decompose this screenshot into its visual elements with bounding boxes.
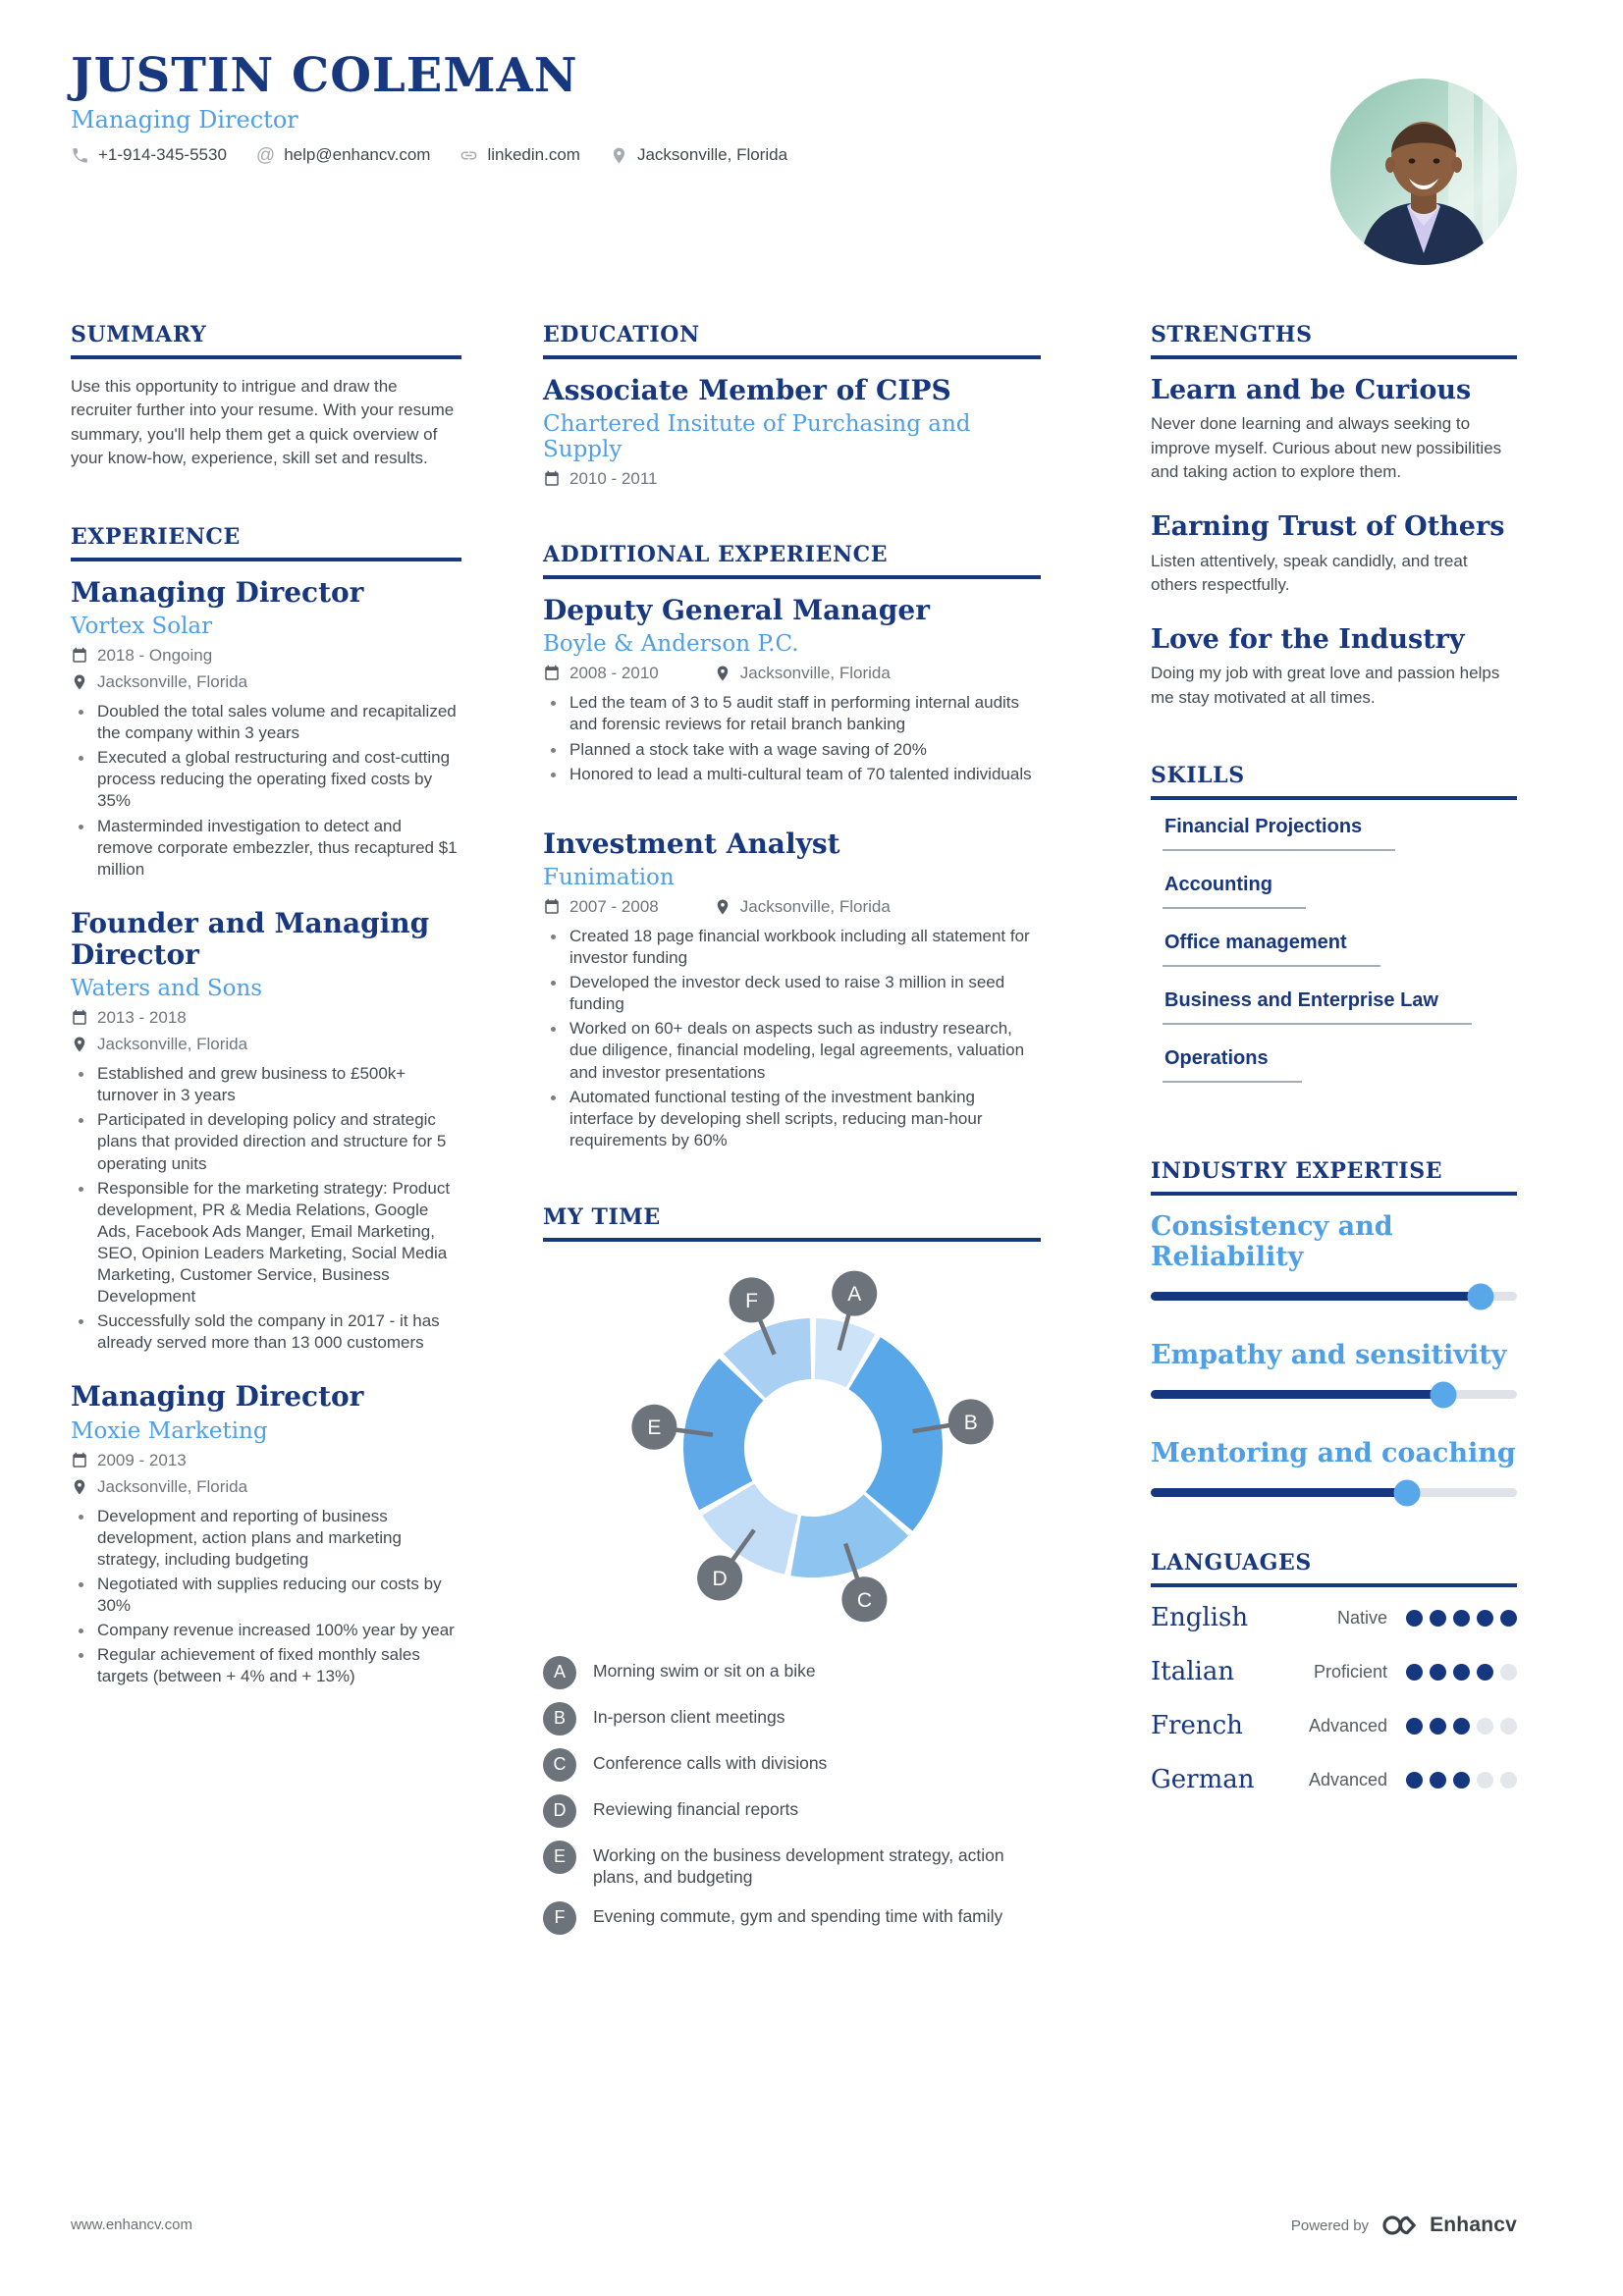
location-pin-icon bbox=[71, 1478, 88, 1496]
bullet-item: Executed a global restructuring and cost-cutting process reducing the operating fixed costs by 35% bbox=[71, 747, 461, 812]
education-section bbox=[543, 322, 1041, 489]
legend-row bbox=[543, 1702, 1041, 1735]
language-row bbox=[1151, 1711, 1517, 1740]
location-pin-icon bbox=[71, 673, 88, 691]
bullet-item: Honored to lead a multi-cultural team of 70 talented individuals bbox=[543, 764, 1041, 785]
language-level: Advanced bbox=[1308, 1715, 1387, 1735]
dot-empty bbox=[1477, 1772, 1493, 1789]
bullet-item: Developed the investor deck used to raise 3 million in seed funding bbox=[543, 972, 1041, 1015]
calendar-icon bbox=[71, 647, 88, 665]
expertise-label: Consistency and Reliability bbox=[1151, 1211, 1393, 1273]
enhancv-logo-icon bbox=[1381, 2211, 1417, 2240]
footer-brand bbox=[1291, 2211, 1517, 2240]
dot-empty bbox=[1500, 1664, 1517, 1681]
expertise-label: Empathy and sensitivity bbox=[1151, 1340, 1507, 1371]
legend-row bbox=[543, 1901, 1041, 1935]
dot-filled bbox=[1477, 1664, 1493, 1681]
language-name: French bbox=[1151, 1711, 1243, 1741]
expertise-item bbox=[1151, 1340, 1517, 1399]
experience-section bbox=[71, 524, 461, 1687]
expertise-label: Mentoring and coaching bbox=[1151, 1438, 1516, 1469]
calendar-icon bbox=[543, 665, 561, 682]
left-column bbox=[71, 322, 461, 1740]
svg-text:D: D bbox=[712, 1567, 728, 1590]
job-title: Managing Director bbox=[71, 1380, 364, 1414]
languages-heading: LANGUAGES bbox=[1151, 1550, 1517, 1587]
language-dots bbox=[1406, 1772, 1517, 1789]
strength-item bbox=[1151, 375, 1517, 484]
dot-filled bbox=[1453, 1610, 1470, 1627]
expertise-item bbox=[1151, 1438, 1517, 1497]
legend-letter-badge: E bbox=[543, 1841, 576, 1874]
email-contact[interactable] bbox=[256, 145, 431, 165]
job-meta-row bbox=[543, 664, 1041, 683]
header bbox=[71, 48, 1249, 166]
calendar-icon bbox=[71, 1452, 88, 1469]
bullet-item: Responsible for the marketing strategy: Product development, PR & Media Relations, Google Ads, Facebook Ads Manger, Email Marketing, SEO, Opinion Leaders Marketing, Social Media Marketing, Customer Service, Business Development bbox=[71, 1178, 461, 1308]
language-row bbox=[1151, 1765, 1517, 1794]
job-dates: 2007 - 2008 bbox=[543, 897, 659, 917]
my-time-heading: MY TIME bbox=[543, 1204, 1041, 1242]
job-location: Jacksonville, Florida bbox=[71, 672, 461, 692]
profile-photo bbox=[1330, 79, 1517, 265]
calendar-icon bbox=[543, 898, 561, 916]
expertise-item bbox=[1151, 1211, 1517, 1301]
dot-filled bbox=[1453, 1664, 1470, 1681]
my-time-legend bbox=[543, 1656, 1041, 1935]
job-bullets bbox=[543, 926, 1041, 1151]
school-name: Chartered Insitute of Purchasing and Supply bbox=[543, 411, 971, 463]
person-name: JUSTIN COLEMAN bbox=[71, 48, 578, 103]
slider-knob[interactable] bbox=[1467, 1283, 1493, 1309]
bullet-item: Participated in developing policy and strategic plans that provided direction and structure for 5 operating units bbox=[71, 1109, 461, 1174]
right-column bbox=[1151, 322, 1517, 1847]
job-dates: 2008 - 2010 bbox=[543, 664, 659, 683]
legend-letter-badge: A bbox=[543, 1656, 576, 1689]
language-dots bbox=[1406, 1664, 1517, 1681]
language-row bbox=[1151, 1657, 1517, 1686]
job-bullets bbox=[71, 1063, 461, 1354]
svg-text:F: F bbox=[745, 1289, 759, 1312]
email-address[interactable]: help@enhancv.com bbox=[284, 145, 431, 165]
job-title: Investment Analyst bbox=[543, 827, 840, 860]
location-text: Jacksonville, Florida bbox=[636, 145, 788, 165]
job-entry bbox=[71, 577, 461, 881]
dot-empty bbox=[1500, 1718, 1517, 1735]
strength-text: Doing my job with great love and passion helps me stay motivated at all times. bbox=[1151, 664, 1500, 707]
dot-filled bbox=[1477, 1610, 1493, 1627]
location-pin-icon bbox=[71, 1036, 88, 1053]
dot-filled bbox=[1453, 1772, 1470, 1789]
strength-title: Love for the Industry bbox=[1151, 624, 1465, 656]
middle-column bbox=[543, 322, 1041, 1988]
industry-expertise-section bbox=[1151, 1158, 1517, 1497]
strength-title: Earning Trust of Others bbox=[1151, 511, 1505, 543]
expertise-slider[interactable] bbox=[1151, 1488, 1517, 1497]
summary-section bbox=[71, 322, 461, 471]
legend-text: Conference calls with divisions bbox=[593, 1752, 828, 1773]
language-name: Italian bbox=[1151, 1657, 1235, 1687]
link-icon bbox=[460, 146, 478, 165]
slider-fill bbox=[1151, 1292, 1481, 1301]
strength-item bbox=[1151, 511, 1517, 597]
legend-text: Reviewing financial reports bbox=[593, 1798, 799, 1819]
degree-title: Associate Member of CIPS bbox=[543, 374, 951, 406]
strength-item bbox=[1151, 624, 1517, 710]
dot-filled bbox=[1453, 1718, 1470, 1735]
skill-item: Business and Enterprise Law bbox=[1163, 989, 1472, 1025]
job-location: Jacksonville, Florida bbox=[714, 897, 891, 917]
phone-icon bbox=[71, 146, 89, 165]
bullet-item: Planned a stock take with a wage saving of 20% bbox=[543, 739, 1041, 761]
legend-letter-badge: F bbox=[543, 1901, 576, 1935]
dot-filled bbox=[1430, 1718, 1446, 1735]
legend-text: Evening commute, gym and spending time with family bbox=[593, 1905, 1003, 1926]
bullet-item: Worked on 60+ deals on aspects such as industry research, due diligence, financial modeling, legal agreements, valuation and investor presentations bbox=[543, 1018, 1041, 1083]
job-entry bbox=[71, 908, 461, 1355]
job-location: Jacksonville, Florida bbox=[714, 664, 891, 683]
legend-text: In-person client meetings bbox=[593, 1706, 785, 1727]
svg-text:A: A bbox=[847, 1282, 862, 1306]
dot-filled bbox=[1430, 1610, 1446, 1627]
skill-item: Operations bbox=[1163, 1047, 1302, 1083]
contact-row bbox=[71, 145, 1249, 165]
skill-item: Office management bbox=[1163, 932, 1380, 967]
expertise-slider[interactable] bbox=[1151, 1390, 1517, 1399]
job-entry bbox=[543, 595, 1041, 785]
dot-filled bbox=[1406, 1664, 1423, 1681]
bullet-item: Led the team of 3 to 5 audit staff in performing internal audits and forensic reviews for retail branch banking bbox=[543, 692, 1041, 735]
bullet-item: Company revenue increased 100% year by year bbox=[71, 1620, 461, 1641]
job-location: Jacksonville, Florida bbox=[71, 1477, 461, 1497]
job-entry bbox=[543, 828, 1041, 1151]
skill-item: Accounting bbox=[1163, 874, 1306, 909]
language-level: Advanced bbox=[1308, 1769, 1387, 1789]
language-name: German bbox=[1151, 1765, 1255, 1795]
bullet-item: Successfully sold the company in 2017 - it has already served more than 13 000 customers bbox=[71, 1310, 461, 1354]
job-bullets bbox=[71, 701, 461, 881]
additional-experience-heading: ADDITIONAL EXPERIENCE bbox=[543, 542, 1041, 579]
bullet-item: Negotiated with supplies reducing our costs by 30% bbox=[71, 1574, 461, 1617]
my-time-section bbox=[543, 1204, 1041, 1935]
job-entry bbox=[71, 1381, 461, 1687]
legend-text: Working on the business development strategy, action plans, and budgeting bbox=[593, 1844, 1004, 1888]
job-title: Founder and Managing Director bbox=[71, 906, 430, 971]
job-dates: 2009 - 2013 bbox=[71, 1451, 461, 1470]
svg-text:C: C bbox=[856, 1588, 872, 1612]
powered-by-text: Powered by bbox=[1290, 2216, 1370, 2234]
strengths-heading: STRENGTHS bbox=[1151, 322, 1517, 359]
email-icon: @ bbox=[255, 144, 276, 166]
strength-text: Listen attentively, speak candidly, and treat others respectfully. bbox=[1151, 551, 1468, 594]
strength-title: Learn and be Curious bbox=[1151, 375, 1472, 405]
slider-knob[interactable] bbox=[1431, 1381, 1457, 1408]
language-level: Native bbox=[1336, 1607, 1387, 1628]
legend-row bbox=[543, 1656, 1041, 1689]
skills-section bbox=[1151, 763, 1517, 1105]
bullet-item: Established and grew business to £500k+ turnover in 3 years bbox=[71, 1063, 461, 1106]
language-dots bbox=[1406, 1610, 1517, 1627]
link-text[interactable]: linkedin.com bbox=[487, 145, 580, 165]
skills-heading: SKILLS bbox=[1151, 763, 1517, 800]
slider-fill bbox=[1151, 1390, 1443, 1399]
strengths-section bbox=[1151, 322, 1517, 710]
legend-text: Morning swim or sit on a bike bbox=[593, 1660, 816, 1681]
person-job-title: Managing Director bbox=[71, 106, 298, 134]
summary-heading: SUMMARY bbox=[71, 322, 461, 359]
slider-knob[interactable] bbox=[1394, 1479, 1421, 1506]
job-dates: 2018 - Ongoing bbox=[71, 646, 461, 666]
dot-filled bbox=[1500, 1610, 1517, 1627]
bullet-item: Masterminded investigation to detect and remove corporate embezzler, thus recaptured $1 million bbox=[71, 816, 461, 881]
job-title: Deputy General Manager bbox=[543, 594, 930, 627]
dot-empty bbox=[1500, 1772, 1517, 1789]
job-dates: 2013 - 2018 bbox=[71, 1008, 461, 1028]
industry-expertise-heading: INDUSTRY EXPERTISE bbox=[1151, 1158, 1517, 1196]
job-company: Waters and Sons bbox=[71, 976, 263, 1002]
location-pin-icon bbox=[714, 898, 731, 916]
legend-letter-badge: B bbox=[543, 1702, 576, 1735]
job-company: Funimation bbox=[543, 864, 675, 890]
languages-section bbox=[1151, 1550, 1517, 1794]
language-level: Proficient bbox=[1313, 1661, 1387, 1682]
skill-item: Financial Projections bbox=[1163, 816, 1395, 851]
bullet-item: Created 18 page financial workbook including all statement for investor funding bbox=[543, 926, 1041, 969]
dot-filled bbox=[1430, 1772, 1446, 1789]
bullet-item: Doubled the total sales volume and recapitalized the company within 3 years bbox=[71, 701, 461, 744]
strength-text: Never done learning and always seeking to improve myself. Curious about new possibilities and taking action to explore them. bbox=[1151, 414, 1502, 481]
education-dates: 2010 - 2011 bbox=[543, 469, 1041, 489]
dot-filled bbox=[1406, 1772, 1423, 1789]
legend-letter-badge: D bbox=[543, 1794, 576, 1828]
legend-letter-badge: C bbox=[543, 1748, 576, 1782]
job-company: Moxie Marketing bbox=[71, 1417, 268, 1444]
dot-filled bbox=[1406, 1610, 1423, 1627]
phone-number: +1-914-345-5530 bbox=[98, 145, 227, 165]
calendar-icon bbox=[543, 470, 561, 488]
slider-fill bbox=[1151, 1488, 1407, 1497]
bullet-item: Automated functional testing of the investment banking interface by developing shell scripts, reducing man-hour requirements by 60% bbox=[543, 1087, 1041, 1151]
language-row bbox=[1151, 1603, 1517, 1632]
dot-filled bbox=[1430, 1664, 1446, 1681]
education-heading: EDUCATION bbox=[543, 322, 1041, 359]
calendar-icon bbox=[71, 1009, 88, 1027]
legend-row bbox=[543, 1748, 1041, 1782]
summary-text: Use this opportunity to intrigue and draw the recruiter further into your resume. With your resume summary, you'll help them get a quick overview of your know-how, experience, skill set and results. bbox=[71, 377, 455, 468]
link-contact[interactable] bbox=[460, 145, 580, 165]
job-bullets bbox=[71, 1506, 461, 1688]
language-name: English bbox=[1151, 1603, 1249, 1633]
phone-contact bbox=[71, 145, 227, 165]
location-contact bbox=[610, 145, 787, 165]
legend-row bbox=[543, 1841, 1041, 1889]
footer-site-link[interactable]: www.enhancv.com bbox=[71, 2216, 192, 2233]
additional-experience-section bbox=[543, 542, 1041, 1151]
avatar-illustration bbox=[1330, 79, 1517, 265]
enhancv-logo-text[interactable]: Enhancv bbox=[1430, 2214, 1517, 2236]
dot-filled bbox=[1406, 1718, 1423, 1735]
bullet-item: Regular achievement of fixed monthly sales targets (between + 4% and + 13%) bbox=[71, 1644, 461, 1687]
location-pin-icon bbox=[610, 146, 628, 165]
bullet-item: Development and reporting of business development, action plans and marketing strategy, including budgeting bbox=[71, 1506, 461, 1571]
language-dots bbox=[1406, 1718, 1517, 1735]
location-pin-icon bbox=[714, 665, 731, 682]
my-time-chart bbox=[543, 1261, 1041, 1636]
job-company: Vortex Solar bbox=[71, 614, 213, 640]
experience-heading: EXPERIENCE bbox=[71, 524, 461, 561]
expertise-slider[interactable] bbox=[1151, 1292, 1517, 1301]
svg-text:E: E bbox=[647, 1416, 662, 1440]
job-title: Managing Director bbox=[71, 575, 364, 609]
dot-empty bbox=[1477, 1718, 1493, 1735]
legend-row bbox=[543, 1794, 1041, 1828]
svg-text:B: B bbox=[963, 1411, 978, 1434]
job-company: Boyle & Anderson P.C. bbox=[543, 631, 799, 658]
job-meta-row bbox=[543, 897, 1041, 917]
job-location: Jacksonville, Florida bbox=[71, 1035, 461, 1054]
job-bullets bbox=[543, 692, 1041, 784]
